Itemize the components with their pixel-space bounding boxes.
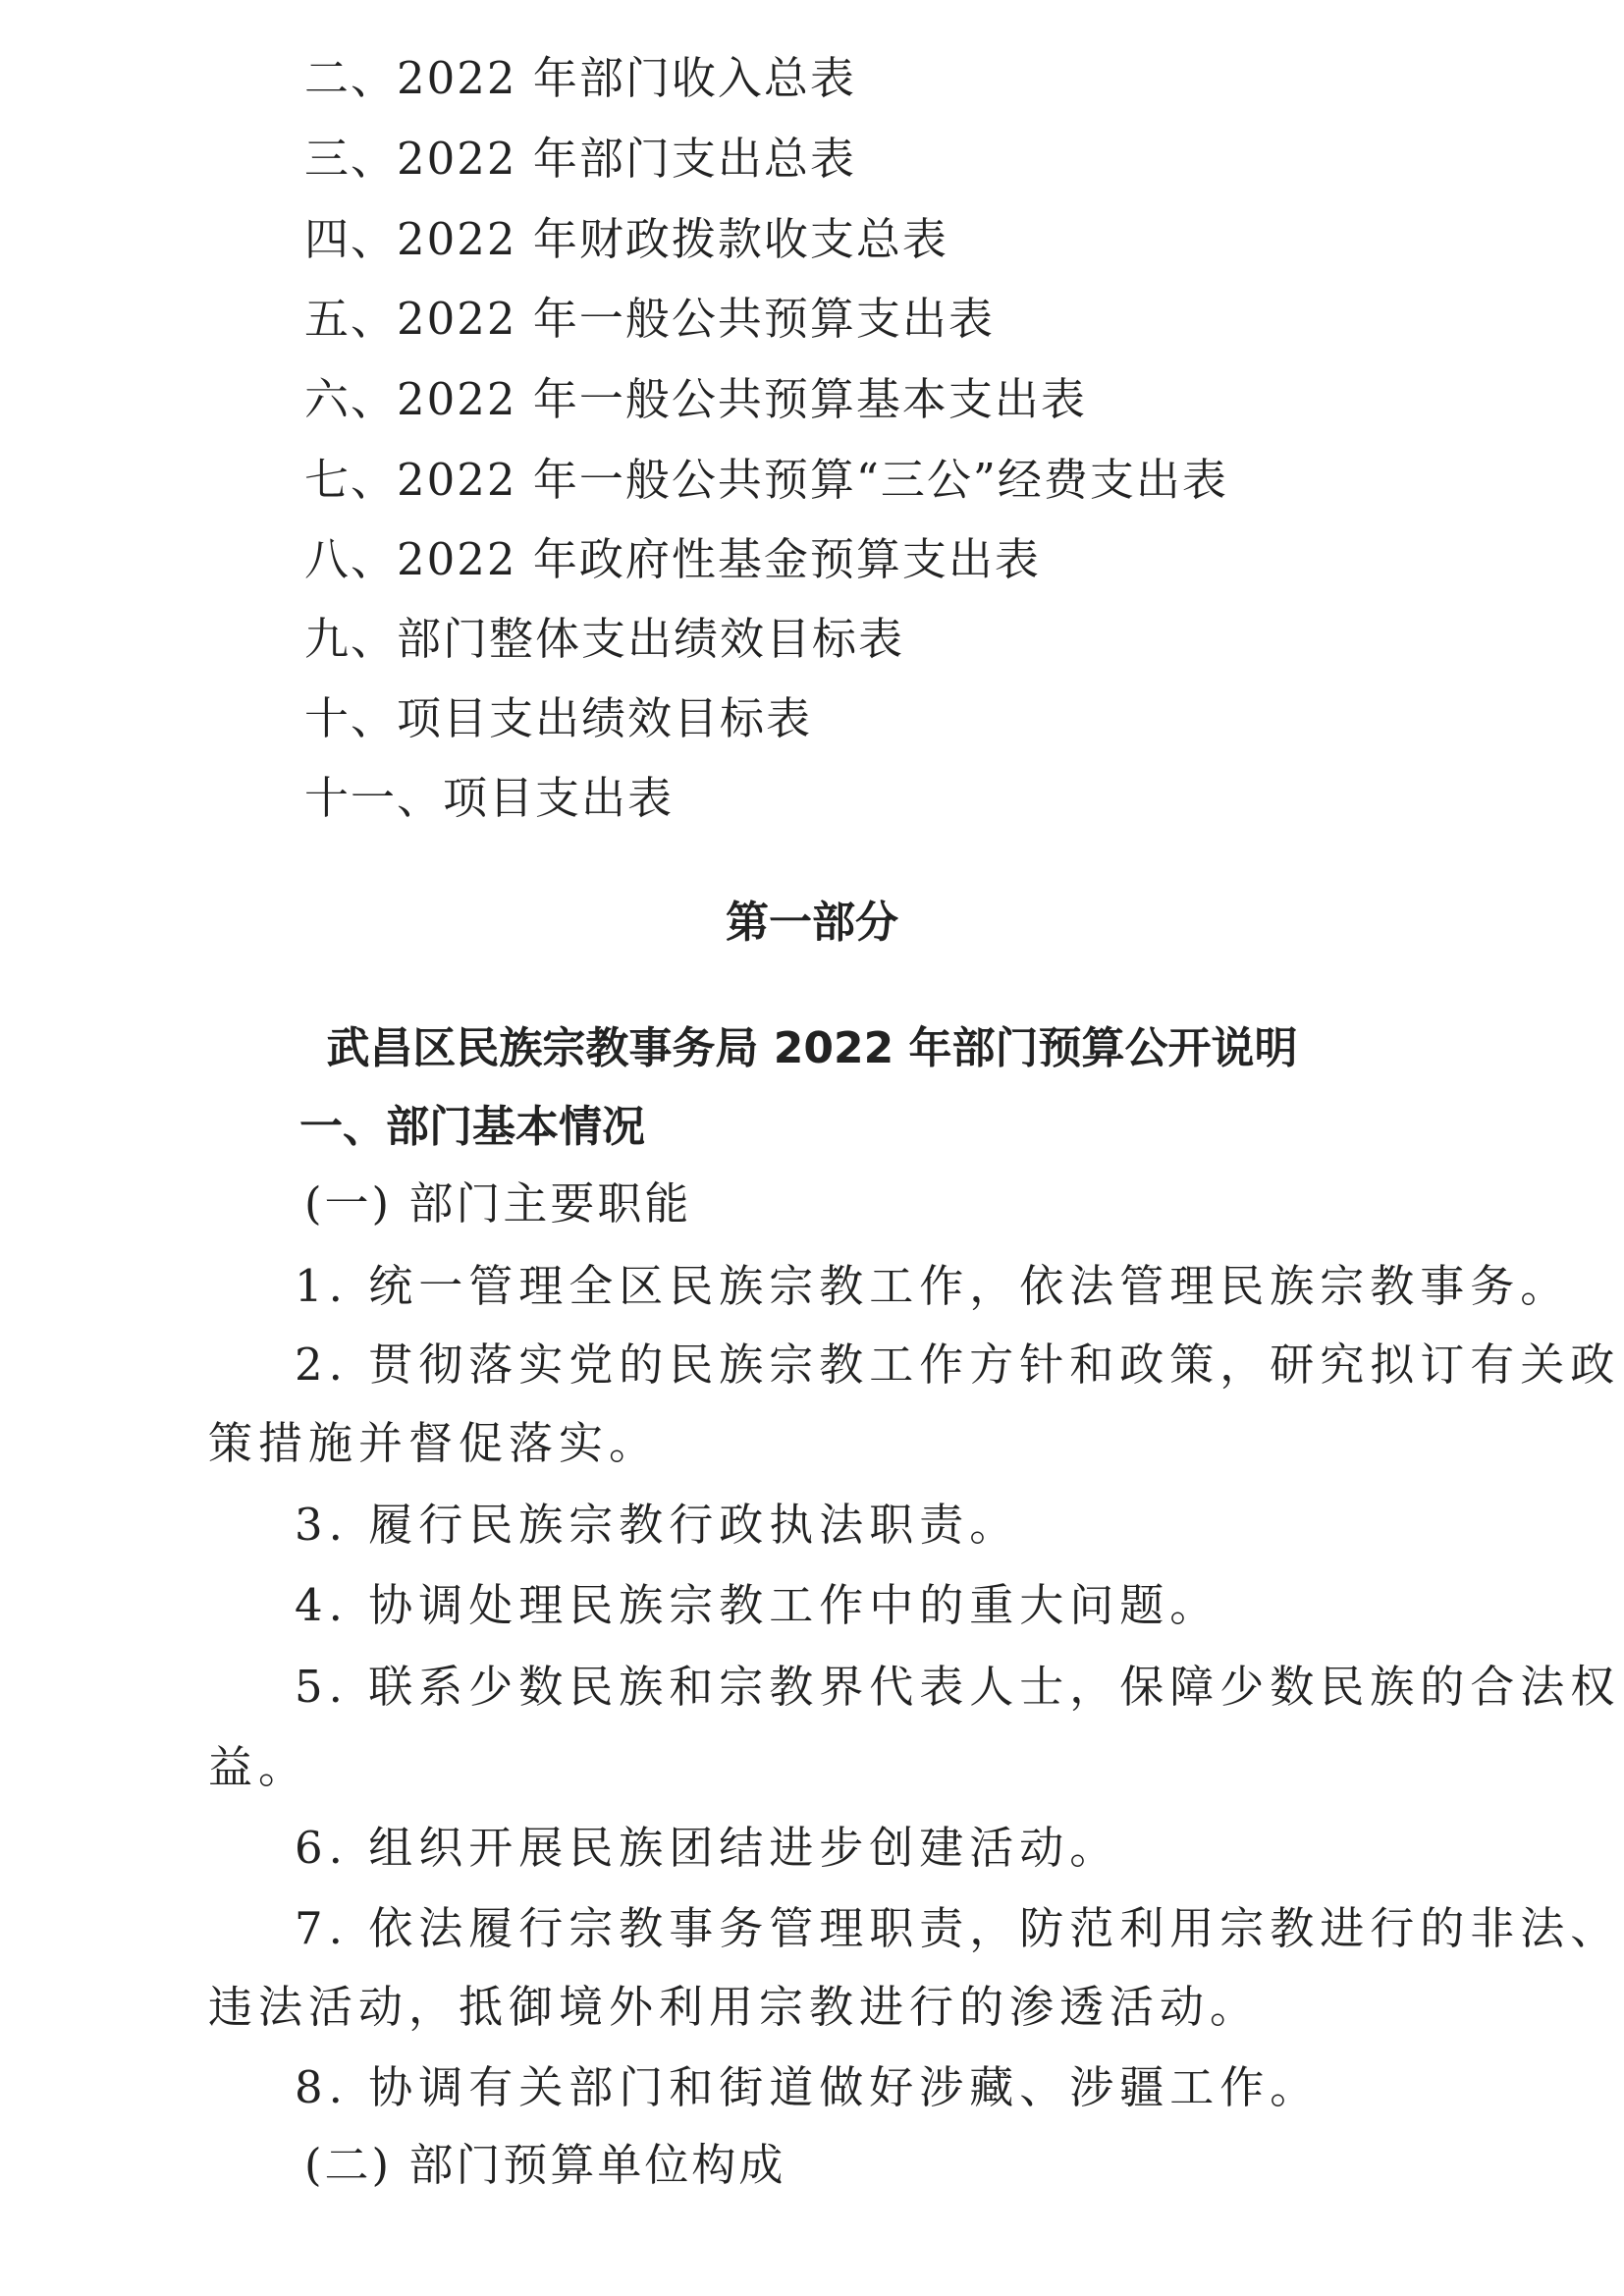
paragraph-continuation: 策措施并督促落实。	[208, 1417, 660, 1469]
toc-item-2: 二、2022 年部门收入总表	[304, 52, 856, 104]
toc-item-4: 四、2022 年财政拨款收支总表	[304, 213, 948, 265]
toc-item-6: 六、2022 年一般公共预算基本支出表	[304, 373, 1087, 425]
toc-item-11: 十一、项目支出表	[304, 772, 675, 824]
part-title: 第一部分	[726, 898, 898, 948]
paragraph: 2. 贯彻落实党的民族宗教工作方针和政策，研究拟订有关政	[295, 1339, 1621, 1391]
toc-item-10: 十、项目支出绩效目标表	[304, 692, 813, 744]
document-title: 武昌区民族宗教事务局 2022 年部门预算公开说明	[326, 1023, 1298, 1073]
paragraph: 7. 依法履行宗教事务管理职责，防范利用宗教进行的非法、	[295, 1902, 1621, 1954]
toc-item-5: 五、2022 年一般公共预算支出表	[304, 293, 995, 345]
paragraph-continuation: 违法活动，抵御境外利用宗教进行的渗透活动。	[208, 1981, 1261, 2033]
toc-item-8: 八、2022 年政府性基金预算支出表	[304, 533, 1041, 585]
subsection-heading: (二) 部门预算单位构成	[304, 2139, 786, 2191]
section-heading: 一、部门基本情况	[299, 1102, 645, 1152]
toc-item-7: 七、2022 年一般公共预算“三公”经费支出表	[304, 454, 1228, 506]
paragraph: 4. 协调处理民族宗教工作中的重大问题。	[295, 1579, 1220, 1631]
paragraph: 5. 联系少数民族和宗教界代表人士，保障少数民族的合法权	[295, 1661, 1621, 1713]
subsection-heading: (一) 部门主要职能	[304, 1177, 692, 1230]
paragraph: 1. 统一管理全区民族宗教工作，依法管理民族宗教事务。	[295, 1260, 1571, 1312]
toc-item-3: 三、2022 年部门支出总表	[304, 133, 856, 185]
paragraph: 3. 履行民族宗教行政执法职责。	[295, 1499, 1020, 1551]
paragraph: 8. 协调有关部门和街道做好涉藏、涉疆工作。	[295, 2061, 1321, 2113]
paragraph: 6. 组织开展民族团结进步创建活动。	[295, 1822, 1120, 1874]
paragraph-continuation: 益。	[208, 1741, 309, 1793]
toc-item-9: 九、部门整体支出绩效目标表	[304, 613, 905, 665]
